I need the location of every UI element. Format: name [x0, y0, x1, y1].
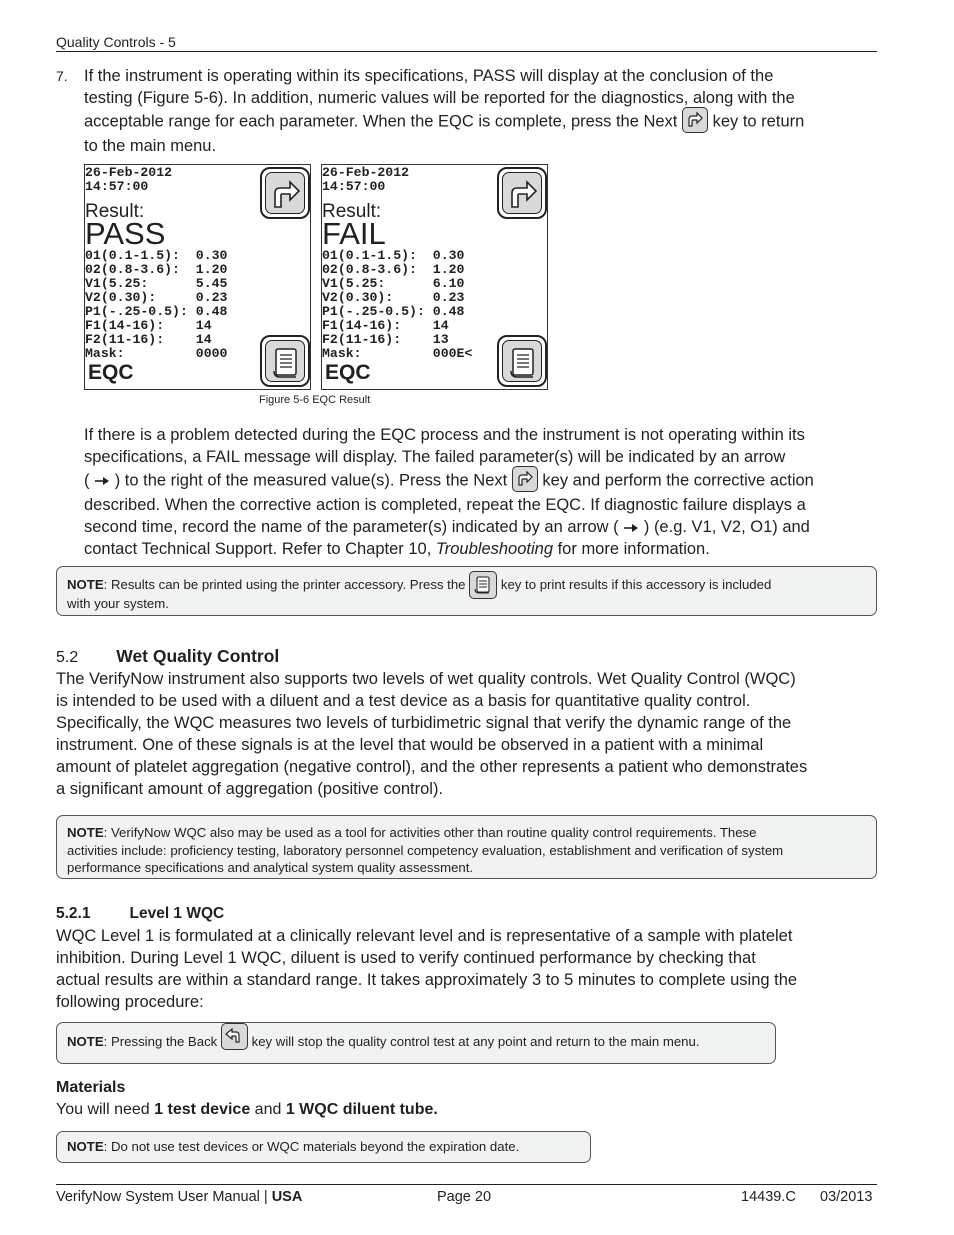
footer-manual: VerifyNow System User Manual | USA: [56, 1189, 303, 1205]
right-arrow-icon: [90, 471, 115, 489]
diagnostic-row: Mask: 0000: [85, 346, 228, 361]
diagnostic-row: 01(0.1-1.5): 0.30: [85, 248, 228, 263]
next-arrow-icon: [503, 173, 543, 215]
diagnostic-row: Mask: 000E<: [322, 346, 473, 361]
materials-text: You will need 1 test device and 1 WQC diluent tube.: [56, 1101, 438, 1118]
footer-page: Page 20: [437, 1189, 492, 1205]
note-line: performance specifications and analytical system quality assessment.: [67, 860, 474, 875]
back-key-icon: [221, 1023, 248, 1050]
step7-line2: testing (Figure 5-6). In addition, numeric values will be reported for the diagnostics, along with the: [84, 89, 795, 107]
diagnostic-row: F2(11-16): 14: [85, 332, 212, 347]
para-line: a significant amount of aggregation (positive control).: [56, 780, 444, 798]
materials-heading: Materials: [56, 1079, 126, 1096]
figure-caption: Figure 5-6 EQC Result: [259, 394, 371, 406]
fail-line: If there is a problem detected during the EQC process and the instrument is not operating within its: [84, 426, 805, 444]
printer-icon: [266, 341, 306, 383]
para-line: Specifically, the WQC measures two levels of turbidimetric signal that verify the dynamic range of the: [56, 714, 792, 732]
subsection-heading: [56, 905, 224, 923]
eqc-fail-screen: [321, 164, 548, 390]
para-line: instrument. One of these signals is at the level that would be observed in a patient with a minimal: [56, 736, 764, 754]
para-line: inhibition. During Level 1 WQC, diluent is used to verify continued performance by checking that: [56, 949, 756, 967]
printer-key-icon: [469, 571, 497, 599]
next-key-icon: [682, 107, 708, 133]
next-button[interactable]: [260, 167, 310, 219]
step7-paragraph: [84, 65, 884, 157]
printer-icon: [503, 341, 543, 383]
footer-doc-id: 14439.C: [741, 1189, 796, 1205]
diagnostic-row: V2(0.30): 0.23: [322, 290, 465, 305]
section-heading: [56, 646, 279, 667]
note-label: NOTE: [67, 577, 104, 592]
result-label: Result:: [322, 201, 382, 222]
fail-line: second time, record the name of the parameter(s) indicated by an arrow ( ) (e.g. V1, V2, O1) and: [84, 518, 810, 536]
subsection-number: 5.2.1: [56, 905, 91, 922]
note-back-key: NOTE: Pressing the Back key will stop the quality control test at any point and return to the main menu.: [56, 1022, 776, 1064]
diagnostic-row: F1(14-16): 14: [85, 318, 212, 333]
diagnostic-row: P1(-.25-0.5): 0.48: [85, 304, 228, 319]
result-label: Result:: [85, 201, 145, 222]
section521-paragraph: [56, 925, 886, 1013]
next-button[interactable]: [497, 167, 547, 219]
step-number: 7.: [56, 68, 68, 84]
right-arrow-icon: [619, 518, 644, 536]
fail-line: ( ) to the right of the measured value(s). Press the Next key and perform the corrective action: [84, 468, 884, 494]
footer-rule: [56, 1184, 877, 1185]
print-button[interactable]: [260, 335, 310, 387]
troubleshooting-ref: Troubleshooting: [435, 540, 554, 558]
footer-date: 03/2013: [820, 1189, 873, 1205]
diagnostic-row: V1(5.25: 6.10: [322, 276, 465, 291]
note-wqc-uses: NOTE: VerifyNow WQC also may be used as a tool for activities other than routine quality control requirements. These activities include: proficiency testing, laboratory personnel competency evaluation, establishment and verification of system performance specifications and analytical system quality assessment.: [56, 815, 877, 879]
diagnostic-row: V2(0.30): 0.23: [85, 290, 228, 305]
print-button[interactable]: [497, 335, 547, 387]
screen-time: 14:57:00: [322, 179, 386, 194]
note-line: activities include: proficiency testing, laboratory personnel competency evaluation, establishment and verification of system: [67, 842, 784, 858]
para-line: WQC Level 1 is formulated at a clinically relevant level and is representative of a sample with platelet: [56, 927, 793, 945]
diagnostic-row: F2(11-16): 13: [322, 332, 449, 347]
para-line: The VerifyNow instrument also supports two levels of wet quality controls. Wet Quality Control (WQC): [56, 670, 796, 688]
next-arrow-icon: [266, 173, 306, 215]
header-rule: [56, 51, 877, 52]
diagnostic-row: P1(-.25-0.5): 0.48: [322, 304, 465, 319]
step7-line3: acceptable range for each parameter. When the EQC is complete, press the Next key to return: [84, 109, 884, 135]
next-key-icon: [512, 466, 538, 492]
fail-line: specifications, a FAIL message will display. The failed parameter(s) will be indicated by an arrow: [84, 448, 786, 466]
result-value: FAIL: [322, 216, 386, 251]
diagnostic-row: 02(0.8-3.6): 1.20: [85, 262, 228, 277]
fail-line: described. When the corrective action is completed, repeat the EQC. If diagnostic failure displays a: [84, 496, 806, 514]
note-label: NOTE: [67, 1139, 104, 1154]
note-label: NOTE: [67, 1034, 104, 1049]
screen-date: 26-Feb-2012: [85, 165, 173, 180]
step7-line4: to the main menu.: [84, 137, 217, 155]
subsection-title: Level 1 WQC: [129, 905, 225, 922]
step7-line1: If the instrument is operating within its specifications, PASS will display at the conclusion of the: [84, 67, 774, 85]
note-expiration: NOTE: Do not use test devices or WQC materials beyond the expiration date.: [56, 1131, 591, 1163]
para-line: amount of platelet aggregation (negative control), and the other represents a patient who demonstrates: [56, 758, 808, 776]
diagnostic-row: V1(5.25: 5.45: [85, 276, 228, 291]
fail-paragraph: [84, 424, 884, 560]
screen-footer-label: EQC: [88, 361, 134, 384]
diagnostic-row: 01(0.1-1.5): 0.30: [322, 248, 465, 263]
diagnostic-row: 02(0.8-3.6): 1.20: [322, 262, 465, 277]
note-label: NOTE: [67, 825, 104, 840]
para-line: is intended to be used with a diluent and a test device as a basis for quantitative quality control.: [56, 692, 751, 710]
result-value: PASS: [85, 216, 166, 251]
section52-paragraph: [56, 668, 886, 800]
screen-date: 26-Feb-2012: [322, 165, 410, 180]
eqc-pass-screen: [84, 164, 311, 390]
section-number: 5.2: [56, 649, 79, 666]
page-header-title: Quality Controls - 5: [56, 34, 176, 50]
screen-time: 14:57:00: [85, 179, 149, 194]
para-line: actual results are within a standard range. It takes approximately 3 to 5 minutes to complete using the: [56, 971, 798, 989]
fail-line: contact Technical Support. Refer to Chapter 10, Troubleshooting for more information.: [84, 540, 710, 558]
section-title: Wet Quality Control: [116, 646, 280, 666]
diagnostic-row: F1(14-16): 14: [322, 318, 449, 333]
note-line: with your system.: [67, 595, 169, 611]
para-line: following procedure:: [56, 993, 204, 1011]
note-print-results: NOTE: Results can be printed using the printer accessory. Press the key to print results if this accessory is included with your system.: [56, 566, 877, 616]
screen-footer-label: EQC: [325, 361, 371, 384]
